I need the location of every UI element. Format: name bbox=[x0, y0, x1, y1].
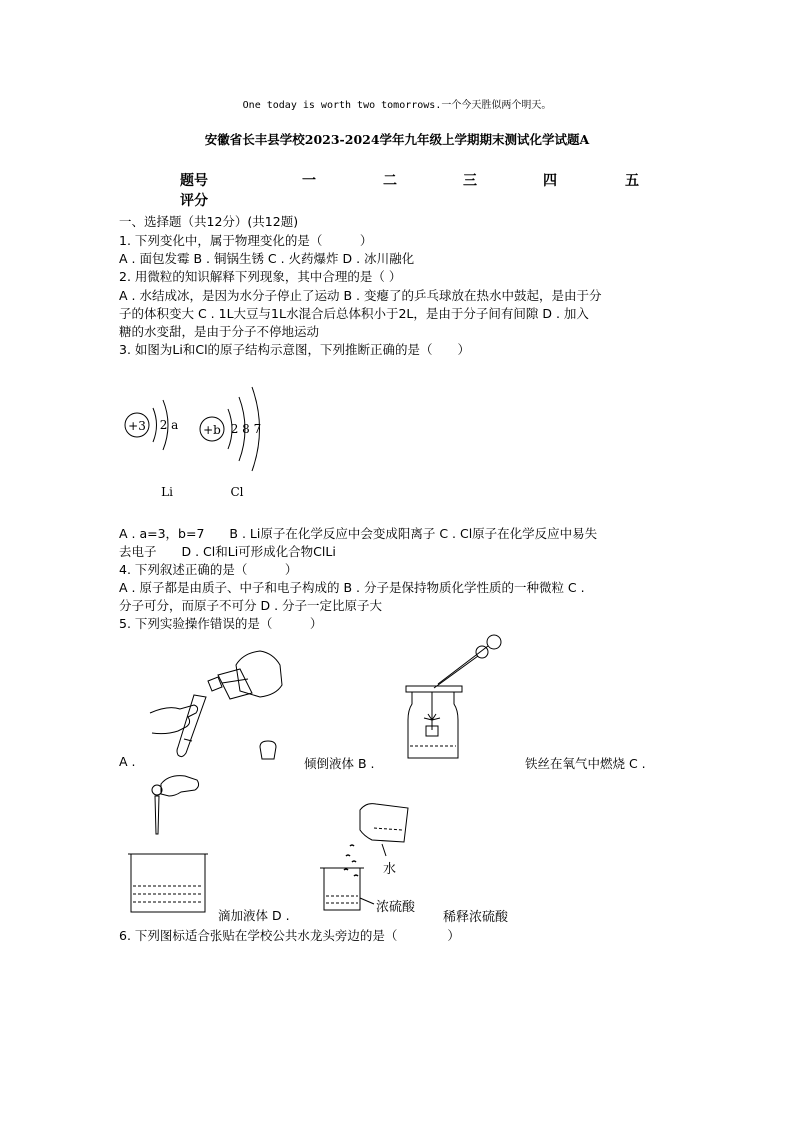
q5-option-c-caption: 滴加液体 D . bbox=[218, 908, 290, 923]
pour-liquid-illustration bbox=[148, 635, 303, 765]
q2-options-line1: A . 水结成冰，是因为水分子停止了运动 B . 变瘪了的乒乓球放在热水中鼓起，是由于分 bbox=[119, 288, 602, 303]
q2-options-line2: 子的体积变大 C . 1L大豆与1L水混合后总体积小于2L，是由于分子间有间隙 D . 加入 bbox=[119, 306, 589, 321]
iron-wire-burning-illustration bbox=[398, 630, 508, 765]
q4-options-line2: 分子可分，而原子不可分 D . 分子一定比原子大 bbox=[119, 598, 383, 613]
li-label: Li bbox=[161, 485, 173, 499]
q5-option-a-letter: A . bbox=[119, 754, 136, 769]
q3-options-line2: 去电子 D . Cl和Li可形成化合物ClLi bbox=[119, 544, 336, 559]
q2-options-line3: 糖的水变甜，是由于分子不停地运动 bbox=[119, 324, 320, 339]
cl-shell-electrons: 2 8 7 bbox=[230, 422, 262, 436]
q1-stem: 1. 下列变化中，属于物理变化的是（ ） bbox=[119, 233, 373, 248]
q5-stem: 5. 下列实验操作错误的是（ ） bbox=[119, 616, 323, 631]
exam-title: 安徽省长丰县学校2023-2024学年九年级上学期期末测试化学试题A bbox=[204, 132, 590, 147]
q1-options: A . 面包发霉 B . 铜锅生锈 C . 火药爆炸 D . 冰川融化 bbox=[119, 251, 415, 266]
score-table-col-2: 二 bbox=[383, 173, 397, 189]
score-table-col-3: 三 bbox=[463, 173, 477, 189]
cl-nucleus-label: +b bbox=[203, 423, 221, 437]
label-concentrated-acid: 浓硫酸 bbox=[376, 900, 416, 915]
li-atom-diagram bbox=[125, 400, 178, 450]
li-nucleus-label: +3 bbox=[128, 419, 146, 433]
li-shell-electrons: 2 a bbox=[159, 418, 179, 432]
score-table-col-1: 一 bbox=[302, 173, 316, 189]
score-table-col-4: 四 bbox=[543, 173, 557, 189]
page-motto: One today is worth two tomorrows.一个今天胜似两个明天。 bbox=[242, 100, 552, 111]
label-water: 水 bbox=[383, 862, 397, 877]
q5-option-d-caption: 稀释浓硫酸 bbox=[443, 910, 509, 925]
score-table-score-label: 评分 bbox=[180, 193, 208, 209]
q3-stem: 3. 如图为Li和Cl的原子结构示意图，下列推断正确的是（ ） bbox=[119, 342, 471, 357]
q5-option-b-caption: 铁丝在氧气中燃烧 C . bbox=[525, 756, 646, 771]
q3-options-line1: A . a=3，b=7 B . Li原子在化学反应中会变成阳离子 C . Cl原子在化学反应中易失 bbox=[119, 526, 598, 541]
atomic-structure-diagram bbox=[115, 375, 295, 505]
q4-options-line1: A . 原子都是由质子、中子和电子构成的 B . 分子是保持物质化学性质的一种微粒 C . bbox=[119, 580, 585, 595]
section-heading: 一、选择题（共12分）(共12题) bbox=[119, 214, 299, 229]
score-table-header-label: 题号 bbox=[180, 173, 208, 189]
score-table-col-5: 五 bbox=[625, 173, 639, 189]
cl-label: Cl bbox=[230, 485, 244, 499]
cl-atom-diagram bbox=[200, 387, 261, 471]
q6-stem: 6. 下列图标适合张贴在学校公共水龙头旁边的是（ ） bbox=[119, 928, 460, 943]
drop-liquid-illustration bbox=[125, 772, 220, 917]
q5-option-a-caption: 倾倒液体 B . bbox=[304, 756, 375, 771]
q4-stem: 4. 下列叙述正确的是（ ） bbox=[119, 562, 298, 577]
q2-stem: 2. 用微粒的知识解释下列现象，其中合理的是（ ） bbox=[119, 269, 402, 284]
